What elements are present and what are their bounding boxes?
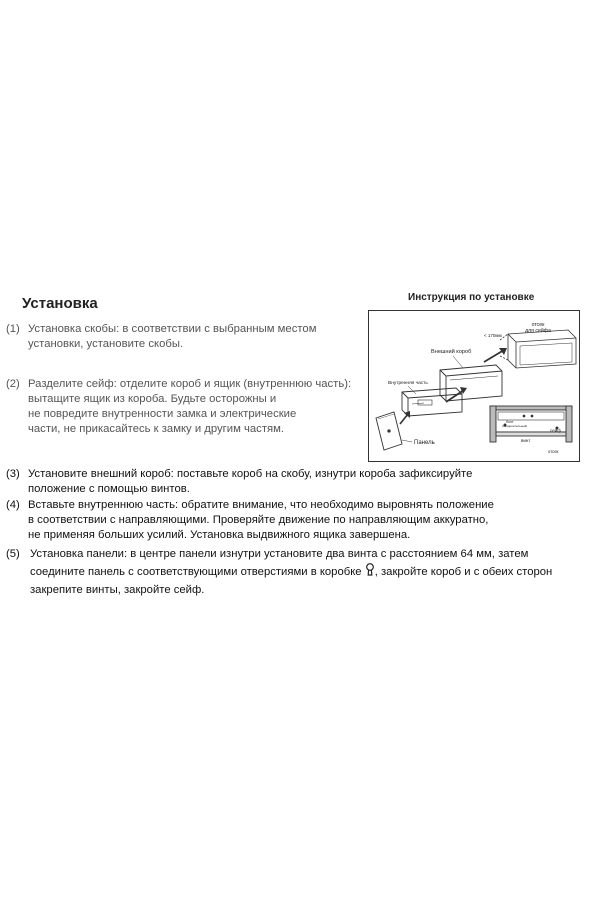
step-5-line-2 [30, 563, 552, 581]
bolt-label: болт [506, 420, 514, 424]
keyhole-icon [365, 566, 375, 578]
step-5-number: (5) [6, 548, 20, 560]
panel-label: Панель [414, 440, 435, 446]
diagram-title: Инструкция по установке [408, 292, 535, 303]
step-2-number: (2) [6, 378, 20, 390]
safe-label: сейф [550, 428, 561, 433]
screw-label: винт [521, 438, 531, 443]
step-1-number: (1) [6, 323, 20, 335]
step-5 [6, 545, 552, 599]
step-3 [6, 467, 472, 497]
installation-diagram [368, 310, 580, 462]
step-1-line-2: установки, установите скобы. [28, 338, 184, 350]
step-5-line-1: Установка панели: в центре панели изнутри установите два винта с расстоянием 64 мм, затем [30, 548, 529, 560]
step-2-line-1: Разделите сейф: отделите короб и ящик (внутреннюю часть): [28, 378, 352, 390]
step-3-line-2: положение с помощью винтов. [28, 483, 190, 495]
inner-part-label: Внутренняя часть [388, 381, 428, 386]
step-5-line-3: закрепите винты, закройте сейф. [30, 584, 205, 596]
step-2-line-3: не повредите внутренности замка и электрические [28, 408, 297, 420]
step-3-line-1: Установите внешний короб: поставьте короб на скобу, изнутри короба зафиксируйте [28, 468, 473, 480]
step-2 [6, 377, 351, 437]
installation-diagram-svg [368, 310, 580, 462]
step-4-number: (4) [6, 499, 20, 511]
step-4-line-2: в соответствии с направляющими. Проверяйте движение по направляющим аккуратно, [28, 514, 489, 526]
bolt-detail-label: (соединительный) [502, 424, 528, 428]
step-5-line-2-text: соедините панель с соответствующими отверстиями в коробке [30, 566, 362, 578]
outer-box-label: Внешний короб [431, 349, 472, 355]
step-2-line-4: части, не прикасайтесь к замку и другим частям. [28, 423, 285, 435]
step-5-line-2-tail: , закройте короб и с обеих сторон [374, 566, 553, 578]
step-1-line-1: Установка скобы: в соответствии с выбранным местом [28, 323, 317, 335]
bottom-note-label: отсек [548, 449, 559, 454]
hole-label-2: для сейфа [525, 328, 551, 334]
step-2-line-2: вытащите ящик из короба. Будьте осторожны и [28, 393, 277, 405]
section-title: Установка [22, 295, 98, 312]
hole-label-1: отсек [531, 322, 545, 328]
step-4-line-1: Вставьте внутреннюю часть: обратите внимание, что необходимо выровнять положение [28, 499, 494, 511]
step-3-number: (3) [6, 468, 20, 480]
step-4-line-3: не применяя больших усилий. Установка выдвижного ящика завершена. [28, 529, 411, 541]
step-1 [6, 322, 316, 352]
dimension-label: < 170мм [484, 333, 502, 338]
step-4 [6, 498, 494, 543]
